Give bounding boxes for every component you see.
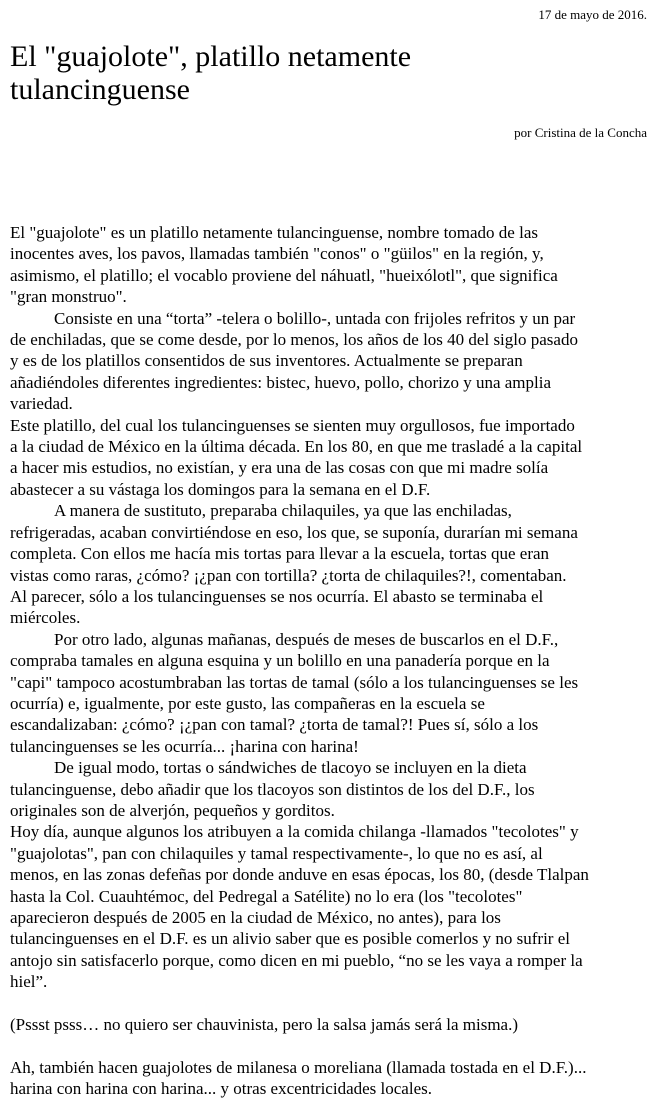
article-paragraph-tlacoyo: De igual modo, tortas o sándwiches de tlacoyo se incluyen en la dieta tulancinguense, debo añadir que los tlacoyos son distintos de los del D.F., los originales son de alverjón, pequeños y gorditos. [10, 758, 535, 820]
article-body [10, 222, 640, 1100]
article-date: 17 de mayo de 2016. [538, 7, 647, 22]
article-paragraph-description: Consiste en una “torta” -telera o bolillo-, untada con frijoles refritos y un par de enchiladas, que se come desde, por lo menos, los años de los 40 del siglo pasado y es de los platillos consentidos de sus inventores. Actualmente se preparan añadiéndoles diferentes ingredientes: bistec, huevo, pollo, chorizo y una amplia variedad. [10, 308, 578, 414]
article-paragraph-chilaquiles: A manera de sustituto, preparaba chilaquiles, ya que las enchiladas, refrigeradas, acaban convirtiéndose en eso, los que, se suponía, durarían mi semana completa. Con ellos me hacía mis tortas para llevar a la escuela, tortas que eran vistas como raras, ¿cómo? ¡¿pan con tortilla? ¿torta de chilaquiles?!, comentaban. Al parecer, sólo a los tulancinguenses se nos ocurría. El abasto se terminaba el miércoles. [10, 501, 578, 628]
article-paragraph-aside: (Pssst psss… no quiero ser chauvinista, pero la salsa jamás será la misma.) [10, 1015, 519, 1035]
article-paragraph-history: Este platillo, del cual los tulancinguenses se sienten muy orgullosos, fue importado a la ciudad de México en la última década. En los 80, en que me trasladé a la capital a hacer mis estudios, no existían, y era una de las cosas con que mi madre solía abastecer a su vástaga los domingos para la semana en el D.F. [10, 415, 583, 499]
article-byline: por Cristina de la Concha [514, 125, 647, 140]
article-paragraph-today: Hoy día, aunque algunos los atribuyen a la comida chilanga -llamados "tecolotes" y "guajolotas", pan con chilaquiles y tamal respectivamente-, lo que no es así, al menos, en las zonas defeñas por donde anduve en esas épocas, los 80, (desde Tlalpan hasta la Col. Cuauhtémoc, del Pedregal a Satélite) no lo era (los "tecolotes" aparecieron después de 2005 en la ciudad de México, no antes), para los tulancinguenses en el D.F. es un alivio saber que es posible comerlos y no sufrir el antojo sin satisfacerlo porque, como dicen en mi pueblo, “no se les vaya a romper la hiel”. [10, 822, 589, 992]
article-paragraph-intro: El "guajolote" es un platillo netamente tulancinguense, nombre tomado de las inocentes aves, los pavos, llamadas también "conos" o "güilos" en la región, y, asimismo, el platillo; el vocablo proviene del náhuatl, "hueixólotl", que significa "gran monstruo". [10, 223, 558, 307]
article-paragraph-closing: Ah, también hacen guajolotes de milanesa o moreliana (llamada tostada en el D.F.)... harina con harina con harina... y otras excentricidades locales. [10, 1057, 587, 1099]
article-title: El "guajolote", platillo netamente tulancinguense [10, 40, 412, 106]
article-paragraph-tamales: Por otro lado, algunas mañanas, después de meses de buscarlos en el D.F., compraba tamales en alguna esquina y un bolillo en una panadería porque en la "capi" tampoco acostumbraban las tortas de tamal (sólo a los tulancinguenses se les ocurría) e, igualmente, por este gusto, las compañeras en la escuela se escandalizaban: ¿cómo? ¡¿pan con tamal? ¿torta de tamal?! Pues sí, sólo a los tulancinguenses se les ocurría... ¡harina con harina! [10, 629, 579, 756]
